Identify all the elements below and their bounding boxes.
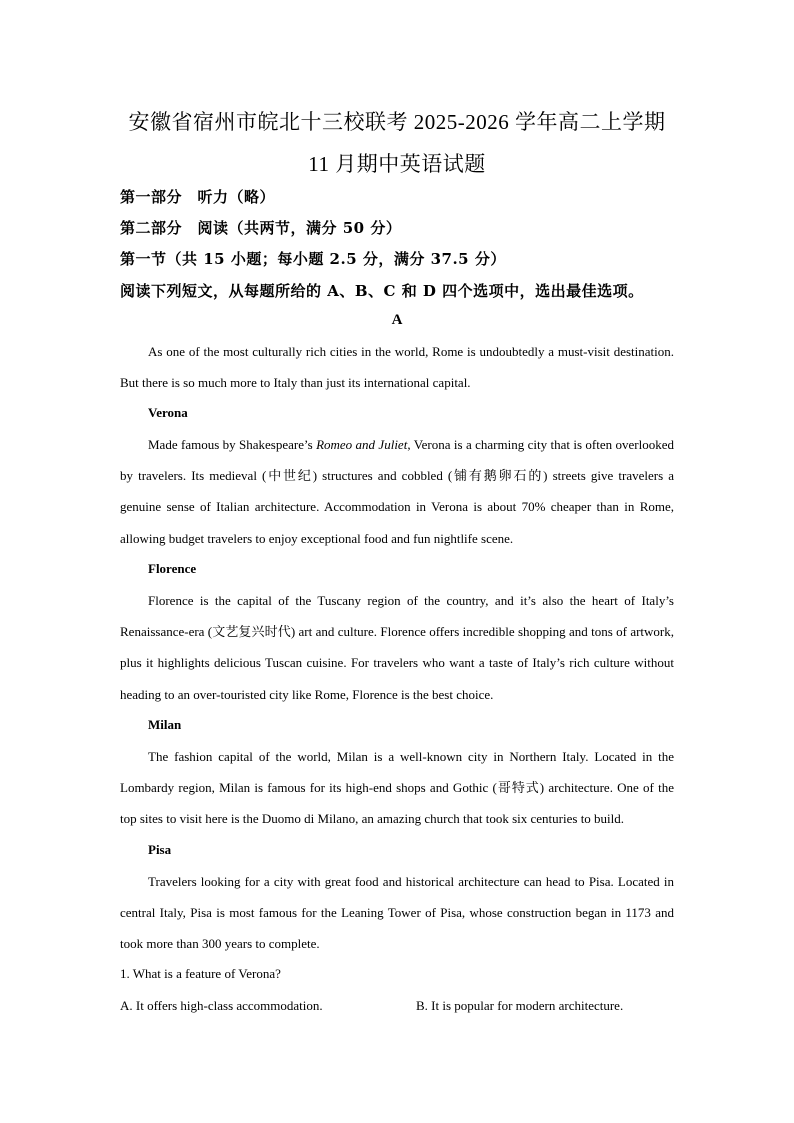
part-one-heading: 第一部分 听力（略）	[120, 188, 276, 206]
florence-paragraph	[120, 585, 674, 710]
pisa-paragraph	[120, 866, 674, 960]
verona-text-before: Made famous by Shakespeare’s	[148, 437, 317, 452]
verona-text-after: , Verona is a charming city that is often overlooked by travelers. Its medieval (中世纪) structures and cobbled (铺有鹅卵石的) streets give travelers a genuine sense of Italian architecture. Accommodation in Verona is about 70% cheaper than in Rome, allowing budget travelers to enjoy exceptional food and fun nightlife scene.	[120, 437, 674, 546]
milan-text: The fashion capital of the world, Milan is a well-known city in Northern Italy. Located in the Lombardy region, Milan is famous for its high-end shops and Gothic (哥特式) architecture. One of the top sites to visit here is the Duomo di Milano, an amazing church that took six centuries to build.	[120, 749, 674, 827]
pisa-heading: Pisa	[148, 842, 172, 857]
intro-text: As one of the most culturally rich cities in the world, Rome is undoubtedly a must-visit destination. But there is so much more to Italy than just its international capital.	[120, 344, 674, 391]
exam-title-line-2: 11 月期中英语试题	[308, 152, 486, 176]
question-1-stem: 1. What is a feature of Verona?	[120, 966, 281, 981]
milan-paragraph	[120, 741, 674, 835]
intro-paragraph	[120, 336, 674, 398]
romeo-and-juliet-title: Romeo and Juliet	[316, 437, 408, 452]
florence-heading: Florence	[148, 561, 197, 576]
verona-paragraph	[120, 429, 674, 554]
section-one-heading: 第一节（共 15 小题；每小题 2.5 分，满分 37.5 分）	[120, 250, 506, 268]
exam-title-line-1: 安徽省宿州市皖北十三校联考 2025-2026 学年高二上学期	[128, 110, 666, 134]
question-1-option-b: B. It is popular for modern architecture.	[416, 998, 624, 1013]
florence-text: Florence is the capital of the Tuscany region of the country, and it’s also the heart of Italy’s Renaissance-era (文艺复兴时代) art and culture. Florence offers incredible shopping and tons of artwork, plus it highlights delicious Tuscan cuisine. For travelers who want a taste of Italy’s rich culture without heading to an over-touristed city like Rome, Florence is the best choice.	[120, 593, 674, 702]
reading-instruction: 阅读下列短文，从每题所给的 A、B、C 和 D 四个选项中，选出最佳选项。	[120, 282, 644, 300]
pisa-text: Travelers looking for a city with great food and historical architecture can head to Pisa. Located in central Italy, Pisa is most famous for the Leaning Tower of Pisa, whose construction began in 1173 and took more than 300 years to complete.	[120, 874, 674, 952]
milan-heading: Milan	[148, 717, 182, 732]
part-two-heading: 第二部分 阅读（共两节，满分 50 分）	[120, 219, 402, 237]
passage-label: A	[391, 312, 403, 328]
question-1-option-a: A. It offers high-class accommodation.	[120, 998, 323, 1013]
verona-heading: Verona	[148, 405, 188, 420]
